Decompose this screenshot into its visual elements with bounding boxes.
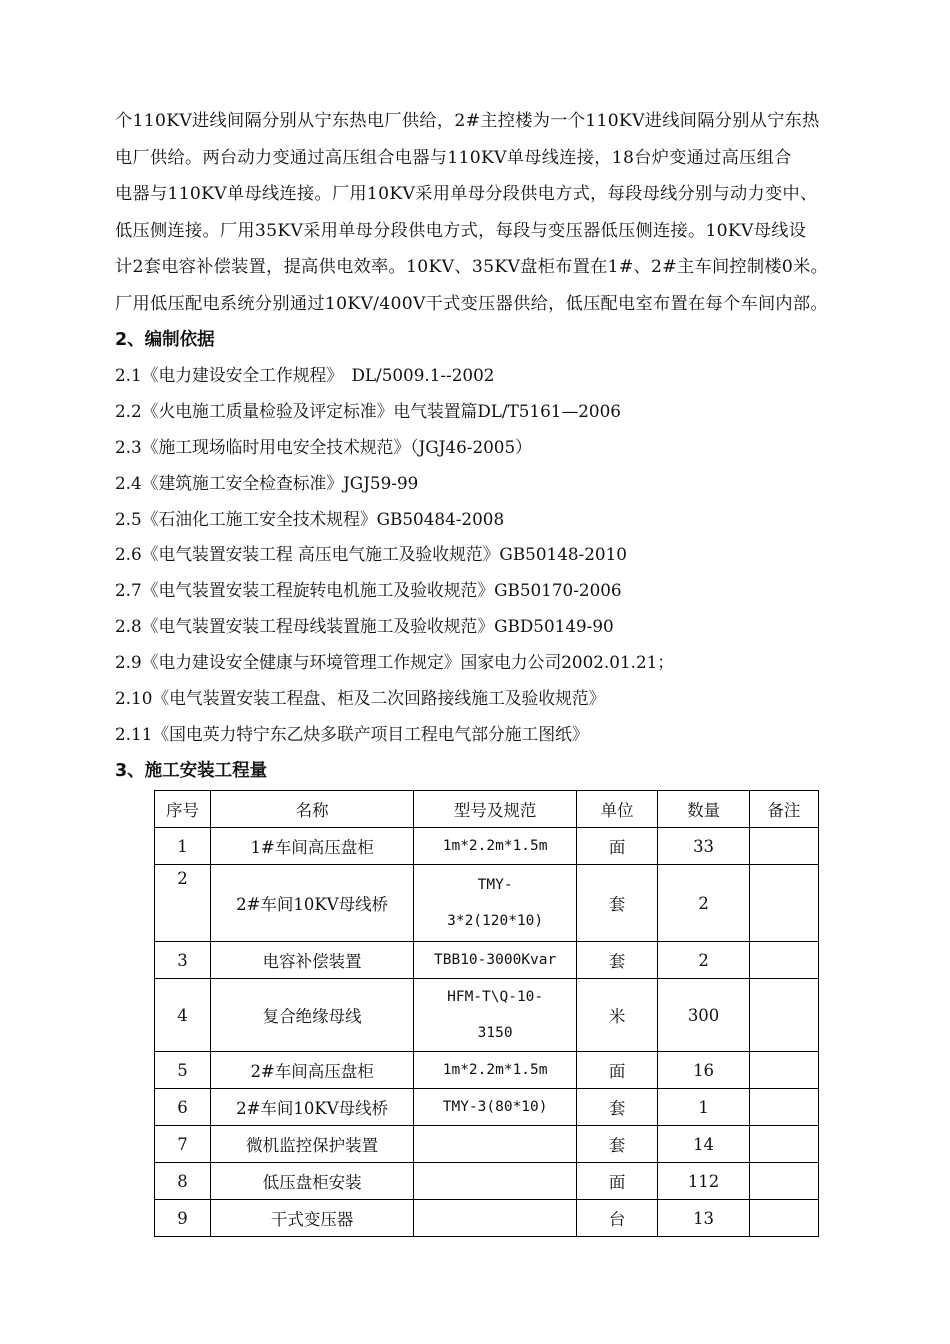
table-row — [155, 1163, 819, 1200]
header-unit: 单位 — [576, 791, 657, 828]
intro-line: 个110KV进线间隔分别从宁东热电厂供给，2#主控楼为一个110KV进线间隔分别从宁东热 — [115, 111, 820, 131]
cell-qty: 112 — [658, 1163, 750, 1200]
cell-remark — [749, 1089, 818, 1126]
cell-unit: 套 — [576, 1089, 657, 1126]
reference-item: 2.2《火电施工质量检验及评定标准》电气装置篇DL/T5161—2006 — [115, 400, 621, 421]
cell-name: 电容补偿装置 — [210, 942, 413, 979]
cell-spec — [414, 1163, 577, 1200]
cell-name: 2#车间10KV母线桥 — [210, 865, 413, 942]
cell-remark — [749, 1200, 818, 1237]
cell-remark — [749, 1052, 818, 1089]
cell-qty: 14 — [658, 1126, 750, 1163]
table-row — [155, 1126, 819, 1163]
intro-paragraph — [115, 103, 875, 322]
cell-spec: 1m*2.2m*1.5m — [414, 828, 577, 865]
header-spec: 型号及规范 — [414, 791, 577, 828]
cell-qty: 1 — [658, 1089, 750, 1126]
reference-item: 2.4《建筑施工安全检查标准》JGJ59-99 — [115, 472, 419, 493]
reference-item: 2.7《电气装置安装工程旋转电机施工及验收规范》GB50170-2006 — [115, 580, 622, 601]
cell-spec-line: HFM-T\Q-10- — [447, 989, 544, 1005]
header-qty: 数量 — [658, 791, 750, 828]
quantity-table — [154, 790, 819, 1237]
cell-remark — [749, 865, 818, 942]
cell-unit: 套 — [576, 942, 657, 979]
cell-qty: 2 — [658, 865, 750, 942]
cell-no: 2 — [155, 865, 211, 942]
cell-no: 9 — [155, 1200, 211, 1237]
cell-remark — [749, 979, 818, 1052]
cell-spec: 1m*2.2m*1.5m — [414, 1052, 577, 1089]
cell-qty: 2 — [658, 942, 750, 979]
cell-remark — [749, 1163, 818, 1200]
cell-unit: 米 — [576, 979, 657, 1052]
table-header-row — [155, 791, 819, 828]
cell-unit: 台 — [576, 1200, 657, 1237]
cell-spec: TBB10-3000Kvar — [414, 942, 577, 979]
intro-line: 计2套电容补偿装置，提高供电效率。10KV、35KV盘柜布置在1#、2#主车间控制楼0米。 — [115, 257, 829, 277]
cell-remark — [749, 1126, 818, 1163]
reference-item: 2.1《电力建设安全工作规程》 DL/5009.1--2002 — [115, 365, 495, 385]
cell-qty: 16 — [658, 1052, 750, 1089]
cell-no: 3 — [155, 942, 211, 979]
cell-spec — [414, 865, 577, 942]
section-heading-quantities: 3、施工安装工程量 — [115, 761, 268, 781]
table-row — [155, 1052, 819, 1089]
cell-no: 1 — [155, 828, 211, 865]
reference-item: 2.5《石油化工施工安全技术规程》GB50484-2008 — [115, 508, 505, 529]
intro-line: 电厂供给。两台动力变通过高压组合电器与110KV单母线连接，18台炉变通过高压组合 — [115, 147, 792, 168]
cell-spec: TMY-3(80*10) — [414, 1089, 577, 1126]
cell-unit: 套 — [576, 1126, 657, 1163]
cell-unit: 面 — [576, 1052, 657, 1089]
cell-no: 5 — [155, 1052, 211, 1089]
cell-qty: 300 — [658, 979, 750, 1052]
cell-no: 6 — [155, 1089, 211, 1126]
reference-item: 2.9《电力建设安全健康与环境管理工作规定》国家电力公司2002.01.21； — [115, 652, 675, 673]
reference-item: 2.11《国电英力特宁东乙炔多联产项目工程电气部分施工图纸》 — [115, 723, 589, 744]
intro-line: 厂用低压配电系统分别通过10KV/400V干式变压器供给，低压配电室布置在每个车间内部。 — [115, 293, 828, 314]
cell-qty: 33 — [658, 828, 750, 865]
reference-item: 2.6《电气装置安装工程 高压电气施工及验收规范》GB50148-2010 — [115, 544, 627, 565]
cell-spec-line: 3150 — [477, 1025, 513, 1041]
cell-qty: 13 — [658, 1200, 750, 1237]
cell-spec — [414, 1126, 577, 1163]
cell-name: 微机监控保护装置 — [210, 1126, 413, 1163]
header-no: 序号 — [155, 791, 211, 828]
cell-name: 1#车间高压盘柜 — [210, 828, 413, 865]
header-name: 名称 — [210, 791, 413, 828]
cell-name: 干式变压器 — [210, 1200, 413, 1237]
intro-line: 电器与110KV单母线连接。厂用10KV采用单母分段供电方式，每段母线分别与动力变中、 — [115, 184, 818, 204]
cell-spec — [414, 1200, 577, 1237]
cell-name: 2#车间高压盘柜 — [210, 1052, 413, 1089]
cell-spec-line: TMY- — [477, 877, 513, 893]
cell-unit: 套 — [576, 865, 657, 942]
reference-item: 2.10《电气装置安装工程盘、柜及二次回路接线施工及验收规范》 — [115, 688, 606, 709]
header-remark: 备注 — [749, 791, 818, 828]
table-row — [155, 1200, 819, 1237]
table-row — [155, 979, 819, 1052]
cell-spec-line: 3*2(120*10) — [447, 913, 544, 929]
cell-spec — [414, 979, 577, 1052]
table-row — [155, 1089, 819, 1126]
cell-name: 复合绝缘母线 — [210, 979, 413, 1052]
cell-unit: 面 — [576, 828, 657, 865]
table-row — [155, 942, 819, 979]
cell-no: 8 — [155, 1163, 211, 1200]
reference-item: 2.3《施工现场临时用电安全技术规范》（JGJ46-2005） — [115, 436, 532, 457]
reference-item: 2.8《电气装置安装工程母线装置施工及验收规范》GBD50149-90 — [115, 616, 614, 637]
section-heading-basis: 2、编制依据 — [115, 330, 215, 350]
cell-remark — [749, 828, 818, 865]
intro-line: 低压侧连接。厂用35KV采用单母分段供电方式，每段与变压器低压侧连接。10KV母线设 — [115, 220, 807, 241]
cell-remark — [749, 942, 818, 979]
cell-unit: 面 — [576, 1163, 657, 1200]
cell-no: 7 — [155, 1126, 211, 1163]
reference-list — [115, 358, 875, 753]
cell-name: 低压盘柜安装 — [210, 1163, 413, 1200]
cell-no: 4 — [155, 979, 211, 1052]
cell-name: 2#车间10KV母线桥 — [210, 1089, 413, 1126]
table-row — [155, 865, 819, 942]
table-row — [155, 828, 819, 865]
